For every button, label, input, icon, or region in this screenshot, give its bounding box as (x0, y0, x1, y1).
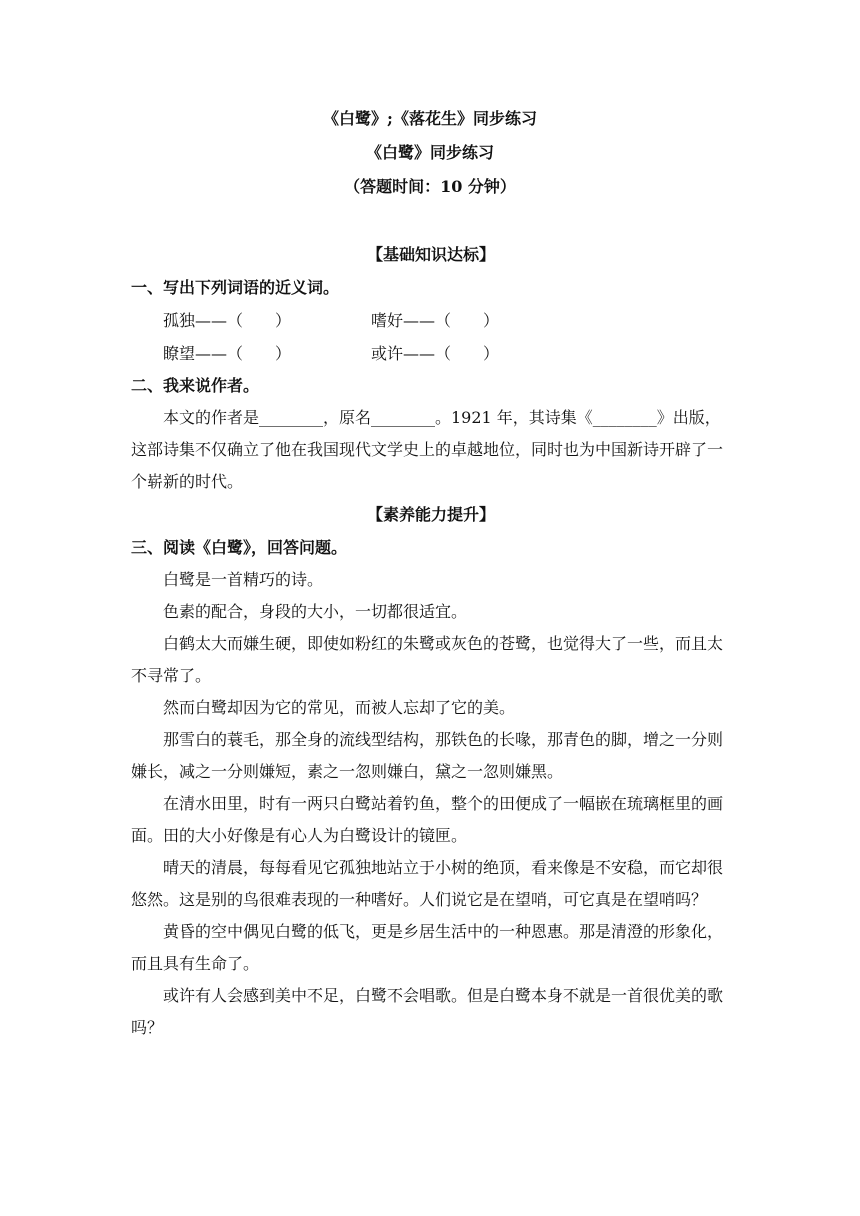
passage-paragraph: 那雪白的蓑毛，那全身的流线型结构，那铁色的长喙，那青色的脚，增之一分则嫌长，减之一分则嫌短，素之一忽则嫌白，黛之一忽则嫌黑。 (131, 730, 724, 781)
section-basic-knowledge: 【基础知识达标】 (366, 245, 495, 264)
document-subtitle: 《白鹭》同步练习 (365, 143, 494, 162)
passage-paragraph: 晴天的清晨，每每看见它孤独地站立于小树的绝顶，看来像是不安稳，而它却很悠然。这是别的鸟很难表现的一种嗜好。人们说它是在望哨，可它真是在望哨吗？ (131, 858, 724, 909)
synonym-row-2 (131, 337, 731, 370)
passage-paragraph: 然而白鹭却因为它的常见，而被人忘却了它的美。 (163, 698, 516, 717)
passage-paragraph: 白鹤太大而嫌生硬，即使如粉红的朱鹭或灰色的苍鹭，也觉得大了一些，而且太不寻常了。 (131, 634, 724, 685)
question-2-text: 本文的作者是________，原名________。1921 年，其诗集《________》出版，这部诗集不仅确立了他在我国现代文学史上的卓越地位，同时也为中国新诗开辟了一个崭新的时代。 (131, 408, 724, 491)
synonym-item-gudu: 孤独——（ ） (163, 311, 292, 330)
passage-paragraph: 白鹭是一首精巧的诗。 (163, 570, 324, 589)
passage-paragraph: 或许有人会感到美中不足，白鹭不会唱歌。但是白鹭本身不就是一首很优美的歌吗？ (131, 986, 724, 1037)
document-title: 《白鹭》;《落花生》同步练习 (323, 109, 537, 128)
synonym-item-shihao: 嗜好——（ ） (371, 311, 500, 330)
question-2-title: 二、我来说作者。 (131, 376, 260, 395)
passage-paragraph: 黄昏的空中偶见白鹭的低飞，更是乡居生活中的一种恩惠。那是清澄的形象化，而且具有生命了。 (131, 922, 724, 973)
passage-paragraph: 色素的配合，身段的大小，一切都很适宜。 (163, 602, 468, 621)
question-3-title: 三、阅读《白鹭》，回答问题。 (131, 538, 348, 557)
synonym-row-1 (131, 304, 731, 337)
document-body (131, 238, 731, 1044)
section-ability-improvement: 【素养能力提升】 (366, 505, 495, 524)
answer-time: （答题时间：10 分钟） (344, 177, 516, 196)
synonym-item-liaowang: 瞭望——（ ） (163, 344, 292, 363)
question-1-title: 一、写出下列词语的近义词。 (131, 278, 340, 297)
synonym-item-huoxu: 或许——（ ） (371, 344, 500, 363)
passage-paragraph: 在清水田里，时有一两只白鹭站着钓鱼，整个的田便成了一幅嵌在琉璃框里的画面。田的大小好像是有心人为白鹭设计的镜匣。 (131, 794, 724, 845)
